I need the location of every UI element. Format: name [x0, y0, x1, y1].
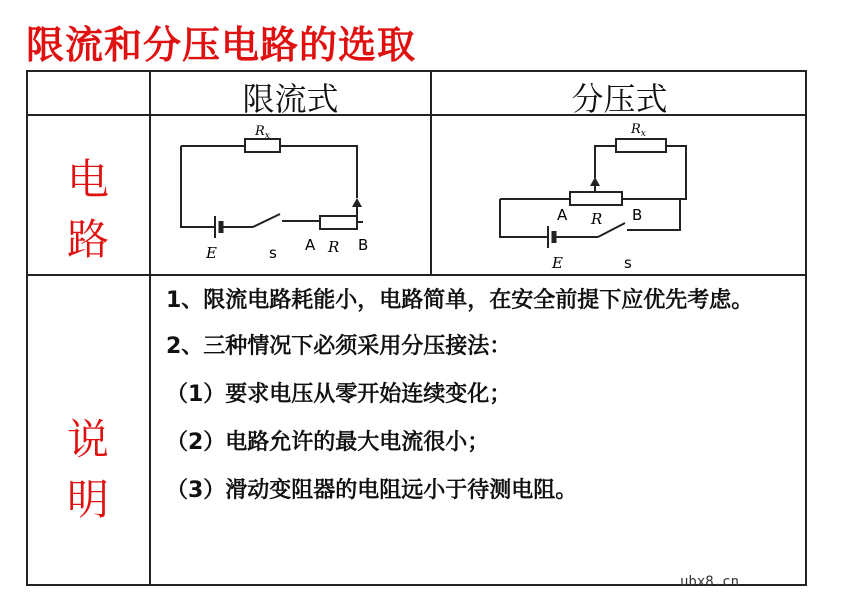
switch-blade	[253, 214, 280, 227]
wire	[500, 199, 548, 237]
note-item: 1、限流电路耗能小，电路简单，在安全前提下应优先考虑。	[166, 288, 754, 313]
rheostat	[570, 192, 622, 205]
rheostat-label: R	[591, 210, 603, 228]
switch-label: s	[269, 244, 277, 262]
rheostat-label: R	[328, 238, 340, 256]
battery-label: E	[552, 254, 563, 272]
table-divider	[149, 70, 151, 586]
wire	[181, 146, 215, 227]
header-current-limiting: 限流式	[242, 80, 339, 118]
row-label-circuit	[58, 150, 118, 270]
note-item: （1）要求电压从零开始连续变化；	[166, 382, 512, 407]
note-item: （3）滑动变阻器的电阻远小于待测电阻。	[166, 478, 578, 503]
row-label-char: 电	[66, 155, 109, 204]
rx-resistor	[245, 139, 280, 152]
row-label-char: 路	[66, 215, 109, 264]
wire	[595, 146, 616, 178]
wire	[280, 146, 357, 198]
terminal-b-label: B	[632, 206, 643, 224]
header-voltage-divider: 分压式	[571, 80, 668, 118]
voltage-divider-circuit-diagram	[490, 116, 710, 274]
terminal-b-label: B	[358, 236, 369, 254]
current-limiting-circuit-diagram	[170, 118, 420, 268]
notes-block	[166, 284, 786, 510]
note-item: 2、三种情况下必须采用分压接法：	[166, 334, 512, 359]
table-divider	[26, 274, 807, 276]
battery-label: E	[206, 244, 217, 262]
rheostat	[320, 216, 357, 229]
rx-label: $R_x$	[255, 124, 270, 141]
wire	[645, 146, 686, 199]
terminal-a-label: A	[305, 236, 316, 254]
terminal-a-label: A	[557, 206, 568, 224]
row-label-char: 说	[66, 415, 109, 464]
watermark: ubx8.cn	[680, 574, 740, 590]
rx-resistor	[616, 139, 666, 152]
switch-label: s	[624, 254, 632, 272]
note-item: （2）电路允许的最大电流很小；	[166, 430, 490, 455]
page-title: 限流和分压电路的选取	[26, 23, 417, 67]
rx-label: $R_x$	[631, 122, 646, 139]
row-label-char: 明	[66, 475, 109, 524]
row-label-notes	[58, 410, 118, 530]
